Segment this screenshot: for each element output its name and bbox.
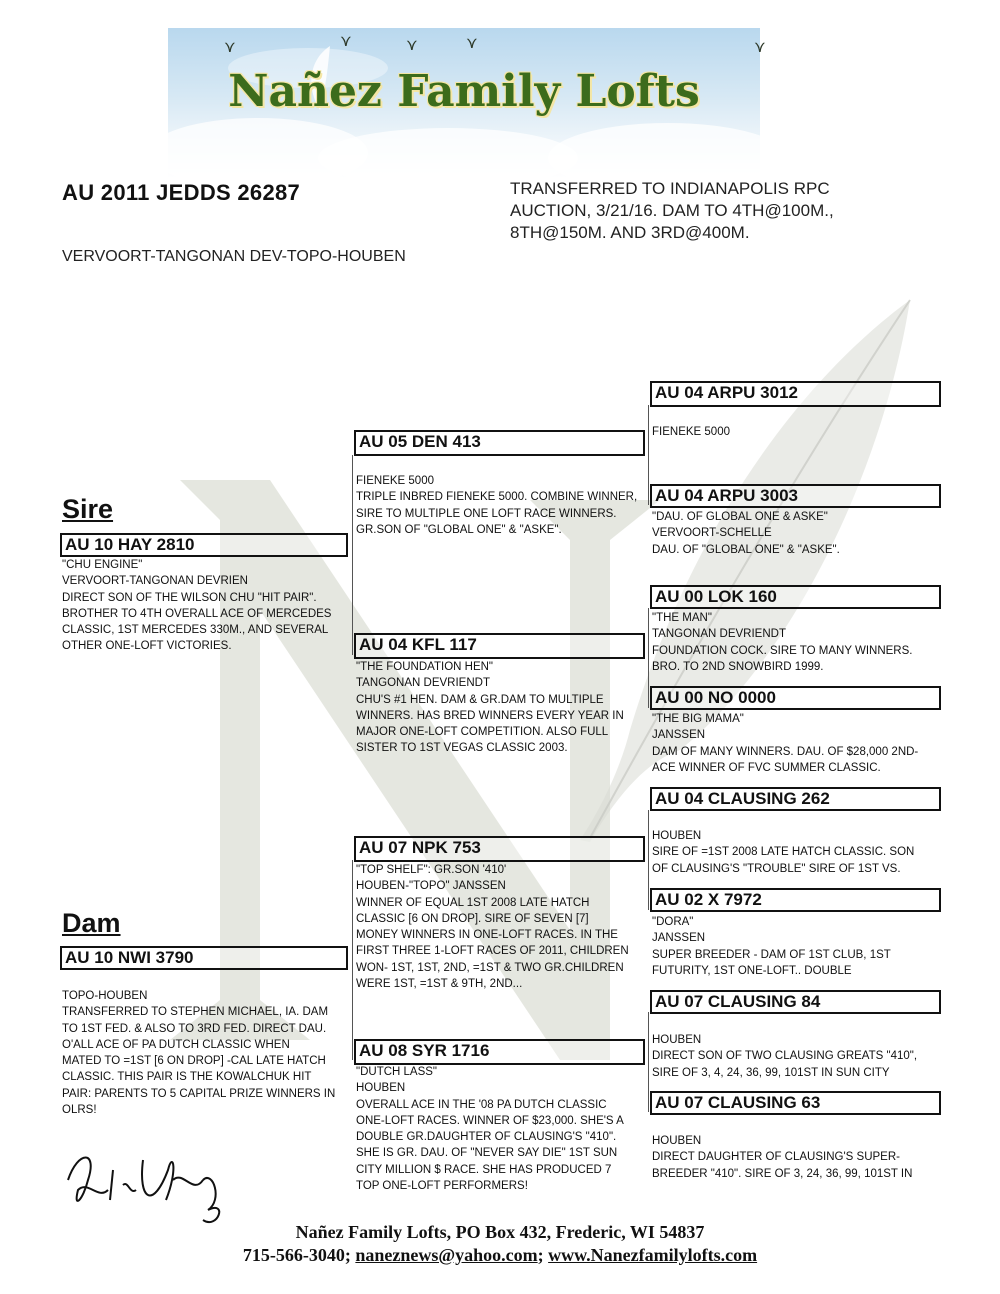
bird-icon: ⋎ [224,39,236,56]
great-grandparent-notes: "DORA" JANSSEN SUPER BREEDER - DAM OF 1ST CLUB, 1ST FUTURITY, 1ST ONE-LOFT.. DOUBLE [652,916,891,977]
logo-text: Nañez Family Lofts [228,66,700,117]
grandsire-paternal-band: AU 05 DEN 413 [354,430,645,456]
footer-address: Nañez Family Lofts, PO Box 432, Frederic, WI 54837 [295,1222,705,1242]
great-grandparent-notes: HOUBEN SIRE OF =1ST 2008 LATE HATCH CLASSIC. SON OF CLAUSING'S "TROUBLE" SIRE OF 1ST VS. [652,830,915,875]
great-grandparent-notes: HOUBEN DIRECT DAUGHTER OF CLAUSING'S SUPER- BREEDER "410". SIRE OF 3, 24, 36, 99, 101ST IN [652,1135,913,1180]
bird-icon: ⋎ [340,33,352,50]
connector-line [352,860,353,1060]
dam-heading: Dam [62,908,121,938]
transfer-line: TRANSFERRED TO INDIANAPOLIS RPC [510,179,830,198]
dam-notes: TOPO-HOUBEN TRANSFERRED TO STEPHEN MICHAEL, IA. DAM TO 1ST FED. & ALSO TO 3RD FED. DIRECT DAU. O'ALL ACE OF PA DUTCH CLASSIC WHEN MATED TO =1ST [6 ON DROP] -CAL LATE HATCH CLASSIC. THIS PAIR IS THE KOWALCHUK HIT PAIR: PARENTS TO 5 CAPITAL PRIZE WINNERS IN OLRS! [62,990,336,1117]
granddam-paternal-notes: "THE FOUNDATION HEN" TANGONAN DEVRIENDT CHU'S #1 HEN. DAM & GR.DAM TO MULTIPLE WINNERS. HAS BRED WINNERS EVERY YEAR IN MAJOR ONE-LOFT COMPETITION. ALSO FULL SISTER TO 1ST VEGAS CLASSIC 2003. [356,661,624,755]
great-grandparent-band: AU 00 LOK 160 [650,585,941,609]
bird-icon: ⋎ [466,35,478,52]
sire-notes: "CHU ENGINE" VERVOORT-TANGONAN DEVRIEN DIRECT SON OF THE WILSON CHU "HIT PAIR". BROTHER TO 4TH OVERALL ACE OF MERCEDES CLASSIC, 1ST MERCEDES 330M., AND SEVERAL OTHER ONE-LOFT VICTORIES. [62,559,332,653]
bird-strain: VERVOORT-TANGONAN DEV-TOPO-HOUBEN [62,248,406,265]
footer-website-link[interactable]: www.Nanezfamilylofts.com [548,1245,758,1265]
footer-phone: 715-566-3040; [242,1245,351,1265]
bird-icon: ⋎ [406,37,418,54]
connector-line [648,608,649,708]
footer-email-link[interactable]: naneznews@yahoo.com [355,1245,538,1265]
connector-line [648,1012,649,1112]
footer-contact: 715-566-3040; naneznews@yahoo.com; www.Nanezfamilylofts.com [242,1245,758,1265]
great-grandparent-notes: "THE MAN" TANGONAN DEVRIENDT FOUNDATION COCK. SIRE TO MANY WINNERS. BRO. TO 2ND SNOWBIRD 1999. [652,612,913,673]
great-grandparent-band: AU 07 CLAUSING 63 [650,1091,941,1115]
grandsire-paternal-notes: FIENEKE 5000 TRIPLE INBRED FIENEKE 5000. COMBINE WINNER, SIRE TO MULTIPLE ONE LOFT RACE WINNERS. GR.SON OF "GLOBAL ONE" & "ASKE". [356,475,638,536]
transfer-note [510,178,834,244]
great-grandparent-band: AU 02 X 7972 [650,888,941,912]
great-grandparent-notes: "THE BIG MAMA" JANSSEN DAM OF MANY WINNERS. DAU. OF $28,000 2ND- ACE WINNER OF FVC SUMMER CLASSIC. [652,713,919,774]
granddam-paternal-band: AU 04 KFL 117 [354,633,645,659]
bird-registration: AU 2011 JEDDS 26287 [62,180,301,205]
granddam-maternal-band: AU 08 SYR 1716 [354,1039,645,1065]
great-grandparent-band: AU 07 CLAUSING 84 [650,990,941,1014]
sire-heading: Sire [62,494,114,524]
sire-band: AU 10 HAY 2810 [60,533,348,557]
logo-banner [168,28,766,178]
connector-line [352,455,353,655]
great-grandparent-band: AU 04 ARPU 3003 [650,484,941,508]
dam-band: AU 10 NWI 3790 [60,946,348,970]
connector-line [648,405,649,505]
transfer-line: 8TH@150M. AND 3RD@400M. [510,223,750,242]
great-grandparent-notes: "DAU. OF GLOBAL ONE & ASKE" VERVOORT-SCHELLE DAU. OF "GLOBAL ONE" & "ASKE". [652,511,840,556]
granddam-maternal-notes: "DUTCH LASS" HOUBEN OVERALL ACE IN THE '08 PA DUTCH CLASSIC ONE-LOFT RACES. WINNER OF $23,000. SHE'S A DOUBLE GR.DAUGHTER OF CLAUSING'S "410". SHE IS GR. DAU. OF "NEVER SAY DIE" 1ST SUN CITY MILLION $ RACE. SHE HAS PRODUCED 7 TOP ONE-LOFT PERFORMERS! [356,1066,624,1193]
grandsire-maternal-band: AU 07 NPK 753 [354,836,645,862]
great-grandparent-band: AU 04 CLAUSING 262 [650,787,941,811]
great-grandparent-band: AU 00 NO 0000 [650,686,941,710]
connector-line [648,810,649,910]
great-grandparent-band: AU 04 ARPU 3012 [650,381,941,407]
great-grandparent-notes: HOUBEN DIRECT SON OF TWO CLAUSING GREATS "410", SIRE OF 3, 4, 24, 36, 99, 101ST IN SUN CITY [652,1034,918,1079]
transfer-line: AUCTION, 3/21/16. DAM TO 4TH@100M., [510,201,834,220]
great-grandparent-notes: FIENEKE 5000 [652,426,730,438]
grandsire-maternal-notes: "TOP SHELF": GR.SON '410' HOUBEN-"TOPO" JANSSEN WINNER OF EQUAL 1ST 2008 LATE HATCH CLASSIC [6 ON DROP]. SIRE OF SEVEN [7] MONEY WINNERS IN ONE-LOFT RACES. IN THE FIRST THREE 1-LOFT RACES OF 2011, CHILDREN WON- 1ST, 1ST, 2ND, =1ST & TWO GR.CHILDREN WERE 1ST, =1ST & 9TH, 2ND... [356,864,629,991]
bird-icon: ⋎ [754,39,766,56]
